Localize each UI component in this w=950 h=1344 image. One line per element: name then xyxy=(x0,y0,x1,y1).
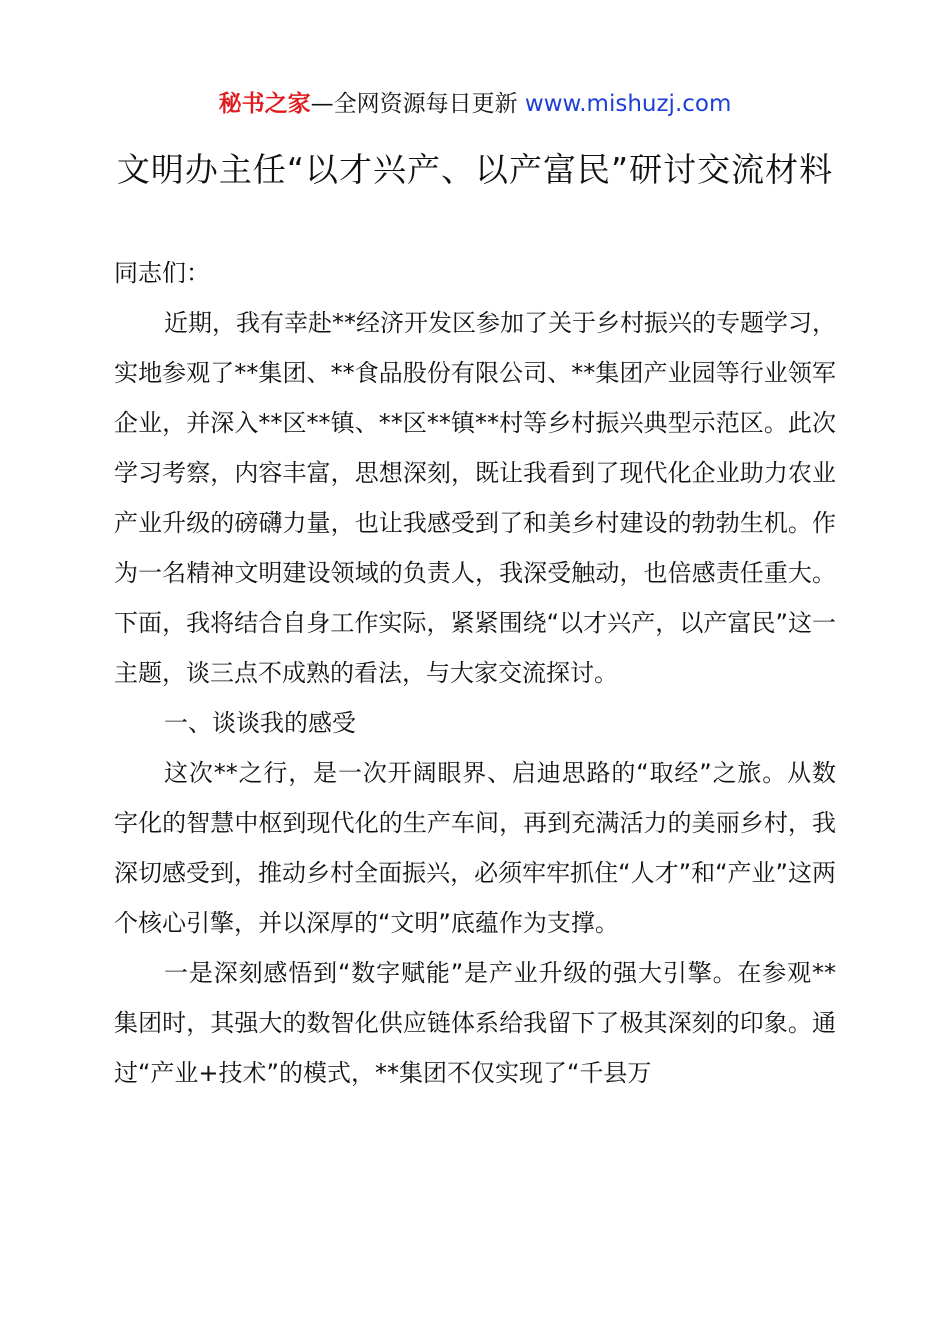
paragraph-feelings: 这次**之行，是一次开阔眼界、启迪思路的“取经”之旅。从数字化的智慧中枢到现代化的生产车间，再到充满活力的美丽乡村，我深切感受到，推动乡村全面振兴，必须牢牢抓住“人才”和“产业”这两个核心引擎，并以深厚的“文明”底蕴作为支撑。 xyxy=(114,759,836,937)
site-url-link[interactable]: www.mishuzj.com xyxy=(524,91,732,117)
section-heading: 一、谈谈我的感受 xyxy=(164,709,356,737)
paragraph-point-one: 一是深刻感悟到“数字赋能”是产业升级的强大引擎。在参观**集团时，其强大的数智化供应链体系给我留下了极其深刻的印象。通过“产业+技术”的模式，**集团不仅实现了“千县万 xyxy=(114,959,836,1087)
site-header xyxy=(0,88,950,120)
paragraph-intro: 近期，我有幸赴**经济开发区参加了关于乡村振兴的专题学习，实地参观了**集团、**食品股份有限公司、**集团产业园等行业领军企业，并深入**区**镇、**区**镇**村等乡村振兴典型示范区。此次学习考察，内容丰富，思想深刻，既让我看到了现代化企业助力农业产业升级的磅礴力量，也让我感受到了和美乡村建设的勃勃生机。作为一名精神文明建设领域的负责人，我深受触动，也倍感责任重大。下面，我将结合自身工作实际，紧紧围绕“以才兴产，以产富民”这一主题，谈三点不成熟的看法，与大家交流探讨。 xyxy=(114,309,836,687)
site-tagline: —全网资源每日更新 xyxy=(310,91,525,117)
document-title: 文明办主任“以才兴产、以产富民”研讨交流材料 xyxy=(116,150,834,189)
document-body xyxy=(114,248,836,1098)
site-brand: 秘书之家 xyxy=(218,91,311,117)
salutation: 同志们： xyxy=(114,259,210,287)
